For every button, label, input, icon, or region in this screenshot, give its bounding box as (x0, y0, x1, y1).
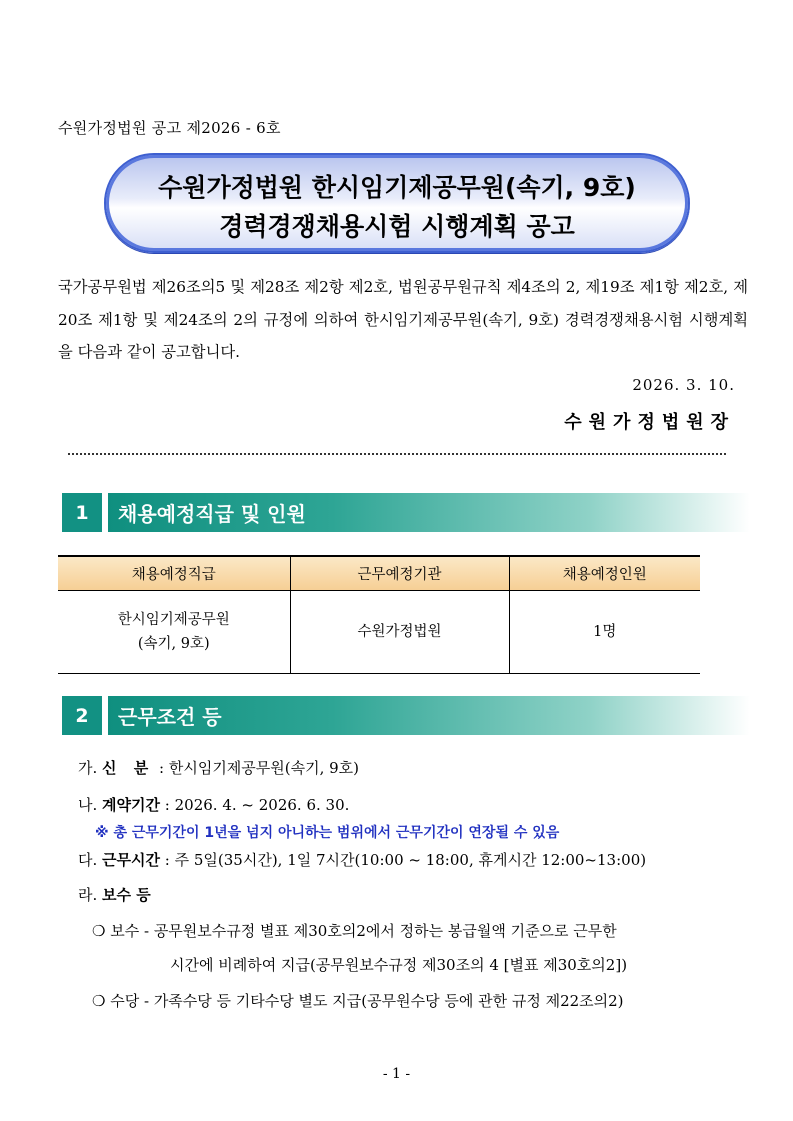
item-status-label: 신 분 (102, 759, 155, 777)
pay-bullet-salary (92, 920, 617, 941)
item-status-marker: 가. (78, 759, 98, 777)
item-working-hours (78, 849, 646, 870)
item-contract-value: 2026. 4. ~ 2026. 6. 30. (174, 796, 350, 814)
cell-agency: 수원가정법원 (290, 591, 509, 674)
item-status-separator: : (154, 759, 169, 777)
item-hours-label: 근무시간 (102, 851, 161, 869)
section-2-title: 근무조건 등 (118, 705, 222, 729)
item-pay-label: 보수 등 (102, 886, 151, 904)
notice-date: 2026. 3. 10. (632, 376, 735, 394)
section-1-title: 채용예정직급 및 인원 (118, 502, 306, 526)
dotted-divider (68, 453, 726, 455)
section-2-bar (108, 696, 750, 735)
notice-number: 수원가정법원 공고 제2026 - 6호 (58, 119, 281, 137)
cell-grade-line-2: (속기, 9호) (137, 636, 210, 652)
section-1-number: 1 (62, 493, 102, 532)
item-contract-separator: : (160, 796, 175, 814)
section-2-header (62, 696, 750, 735)
section-2-number: 2 (62, 696, 102, 735)
item-contract-marker: 나. (78, 796, 98, 814)
hiring-table (58, 555, 700, 674)
item-contract-period (78, 794, 349, 815)
table-header-row (58, 556, 700, 591)
cell-grade (58, 591, 290, 674)
item-pay-marker: 라. (78, 886, 98, 904)
intro-paragraph: 국가공무원법 제26조의5 및 제28조 제2항 제2호, 법원공무원규칙 제4조의 2, 제19조 제1항 제2호, 제20조 제1항 및 제24조의 2의 규정에 의하여 한시임기제공무원(속기, 9호) 경력경쟁채용시험 시행계획을 다음과 같이 공고합니다. (58, 278, 748, 361)
salary-line-1: 보수 - 공무원보수규정 별표 제30호의2에서 정하는 봉급월액 기준으로 근무한 (110, 922, 617, 940)
item-status (78, 757, 359, 778)
title-line-1: 수원가정법원 한시임기제공무원(속기, 9호) (158, 173, 636, 202)
item-hours-marker: 다. (78, 851, 98, 869)
salary-line-2: 시간에 비례하여 지급(공무원보수규정 제30조의 4 [별표 제30호의2]) (170, 956, 628, 974)
column-header-agency: 근무예정기관 (290, 556, 509, 591)
section-1-header (62, 493, 750, 532)
item-hours-value: 주 5일(35시간), 1일 7시간(10:00 ~ 18:00, 휴게시간 12:00~13:00) (174, 851, 647, 869)
signer: 수원가정법원장 (564, 412, 735, 433)
cell-count: 1명 (509, 591, 700, 674)
item-pay (78, 884, 151, 905)
item-contract-label: 계약기간 (102, 796, 161, 814)
item-hours-separator: : (160, 851, 175, 869)
title-banner (104, 153, 690, 253)
table-row (58, 591, 700, 674)
circle-bullet-icon: ❍ (92, 922, 106, 940)
column-header-grade: 채용예정직급 (58, 556, 290, 591)
circle-bullet-icon: ❍ (92, 992, 106, 1010)
cell-grade-line-1: 한시임기제공무원 (117, 612, 230, 628)
extension-note: ※ 총 근무기간이 1년을 넘지 아니하는 범위에서 근무기간이 연장될 수 있음 (95, 825, 560, 841)
title-line-2: 경력경쟁채용시험 시행계획 공고 (219, 212, 575, 241)
pay-bullet-allowance (92, 990, 624, 1011)
item-status-value: 한시임기제공무원(속기, 9호) (168, 759, 360, 777)
allowance-line: 수당 - 가족수당 등 기타수당 별도 지급(공무원수당 등에 관한 규정 제22조의2) (110, 992, 624, 1010)
column-header-count: 채용예정인원 (509, 556, 700, 591)
page-number: - 1 - (382, 1066, 411, 1082)
section-1-bar (108, 493, 750, 532)
